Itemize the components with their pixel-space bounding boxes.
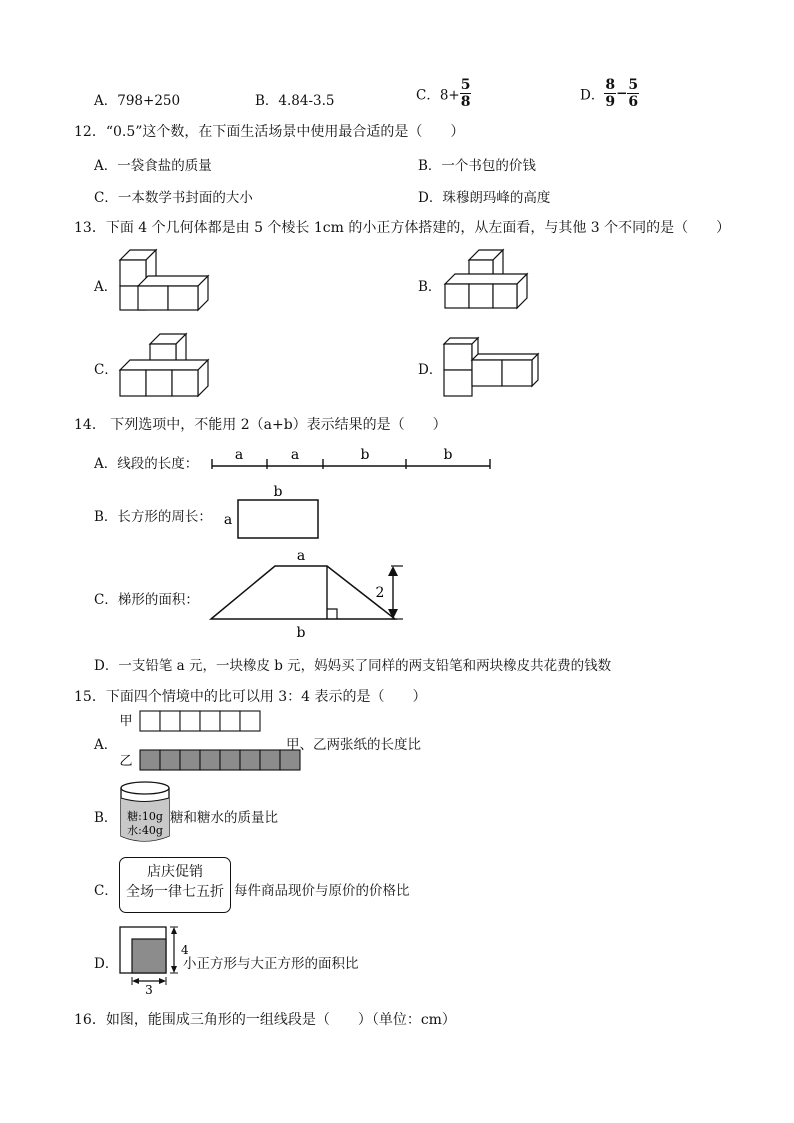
q15-option-d-text: 小正方形与大正方形的面积比 [183,956,359,972]
q15-strip-yi-cell [140,750,160,770]
q15-strip-jia-cell [240,711,260,731]
q15-sign-line-1: 店庆促销 [147,864,203,880]
q15-option-d[interactable]: D． [94,956,119,972]
q15-sign-line-2: 全场一律七五折 [126,884,224,900]
q12-option-c[interactable]: C．一本数学书封面的大小 [94,190,253,206]
q14-option-d[interactable]: D．一支铅笔 a 元，一块橡皮 b 元，妈妈买了同样的两支铅笔和两块橡皮共花费的钱数 [94,658,612,674]
q13-option-d[interactable]: D． [418,362,443,378]
q15-option-c[interactable]: C． [94,883,118,899]
q14-trapezoid-height-label: 2 [375,585,385,601]
q14-trapezoid-bottom-label: b [296,625,306,641]
q14-option-c[interactable]: C．梯形的面积： [94,592,199,608]
q15-sugar-water-cup [118,778,172,846]
q11-option-c-fraction: $\frac{5}{8}$ [460,77,471,110]
q15-strip-yi-cell [280,750,300,770]
q15-big-square-side-label: 4 [181,943,189,957]
q13-option-b[interactable]: B． [418,279,442,295]
q15-strip-yi [140,750,300,770]
q14-segment-label-1: a [234,447,244,463]
q12-option-a[interactable]: A．一袋食盐的质量 [94,158,212,174]
q15-cup-sugar-label: 糖:10g [127,810,163,823]
q14-segment-label-2: a [290,447,300,463]
q15-strip-jia-cell [160,711,180,731]
q15-strip-jia-cell [140,711,160,731]
q14-rectangle-side-label: a [223,512,233,528]
q15-option-c-text: 每件商品现价与原价的价格比 [234,883,410,899]
q15-strip-yi-cell [160,750,180,770]
q14-trapezoid-top-label: a [296,548,306,564]
q15-option-b-text: 糖和糖水的质量比 [170,810,278,826]
q15-cup-water-label: 水:40g [127,824,163,837]
q14-stem: 14． 下列选项中，不能用 2（a+b）表示结果的是（ ） [74,417,447,433]
q11-option-c[interactable] [416,78,471,109]
q15-strip-jia [140,711,260,731]
q15-small-square-side-label: 3 [145,983,153,997]
q15-stem: 15．下面四个情境中的比可以用 3：4 表示的是（ ） [74,689,427,705]
q12-option-b[interactable]: B．一个书包的价钱 [418,158,536,174]
q15-strip-label-yi: 乙 [119,754,133,769]
q15-strip-yi-cell [260,750,280,770]
q13-option-a[interactable]: A． [94,279,118,295]
q15-paper-strips-diagram [116,708,288,774]
q13-figure-d [442,336,542,398]
q15-strip-label-jia: 甲 [119,714,133,729]
q13-figure-a [118,248,218,313]
q11-option-a[interactable]: A．798+250 [94,93,181,109]
q15-strip-jia-cell [220,711,240,731]
q15-strip-yi-cell [240,750,260,770]
q14-option-b[interactable]: B．长方形的周长： [94,509,212,525]
q11-option-d-fraction-1: $\frac{8}{9}$ [605,77,616,110]
q14-segment-label-4: b [443,447,453,463]
q14-segment-diagram [210,444,495,472]
q15-option-a[interactable]: A． [94,737,118,753]
q15-strip-yi-cell [180,750,200,770]
q16-stem: 16．如图，能围成三角形的一组线段是（ ）（单位：cm） [74,1012,456,1028]
q14-segment-label-3: b [360,447,370,463]
q15-option-a-text: 甲、乙两张纸的长度比 [286,737,421,753]
q15-promotion-sign [119,857,231,913]
q15-squares-diagram [118,925,188,995]
q15-strip-yi-cell [220,750,240,770]
q11-option-d-minus: − [616,85,628,102]
q14-rectangle-diagram [220,482,325,540]
q12-option-d[interactable]: D．珠穆朗玛峰的高度 [418,190,551,206]
q13-stem: 13．下面 4 个几何体都是由 5 个棱长 1cm 的小正方体搭建的，从左面看，与其他 3 个不同的是（ ） [74,220,731,236]
q11-option-d-fraction-2: $\frac{5}{6}$ [628,77,639,110]
q11-option-b[interactable]: B．4.84-3.5 [255,93,335,109]
q11-option-d[interactable] [580,78,639,109]
q14-rectangle-top-label: b [273,484,283,500]
q13-option-c[interactable]: C． [94,362,118,378]
q15-option-b[interactable]: B． [94,810,118,826]
q12-stem: 12．“0.5”这个数，在下面生活场景中使用最合适的是（ ） [74,124,465,140]
q14-option-a[interactable]: A．线段的长度： [94,456,199,472]
q13-figure-b [443,248,533,313]
q15-strip-jia-cell [180,711,200,731]
q13-figure-c [118,332,210,400]
q15-strip-jia-cell [200,711,220,731]
q14-trapezoid-diagram [205,546,415,642]
q11-option-d-prefix: D． [580,87,605,104]
q11-option-c-prefix: C．8+ [416,87,460,104]
q15-strip-yi-cell [200,750,220,770]
